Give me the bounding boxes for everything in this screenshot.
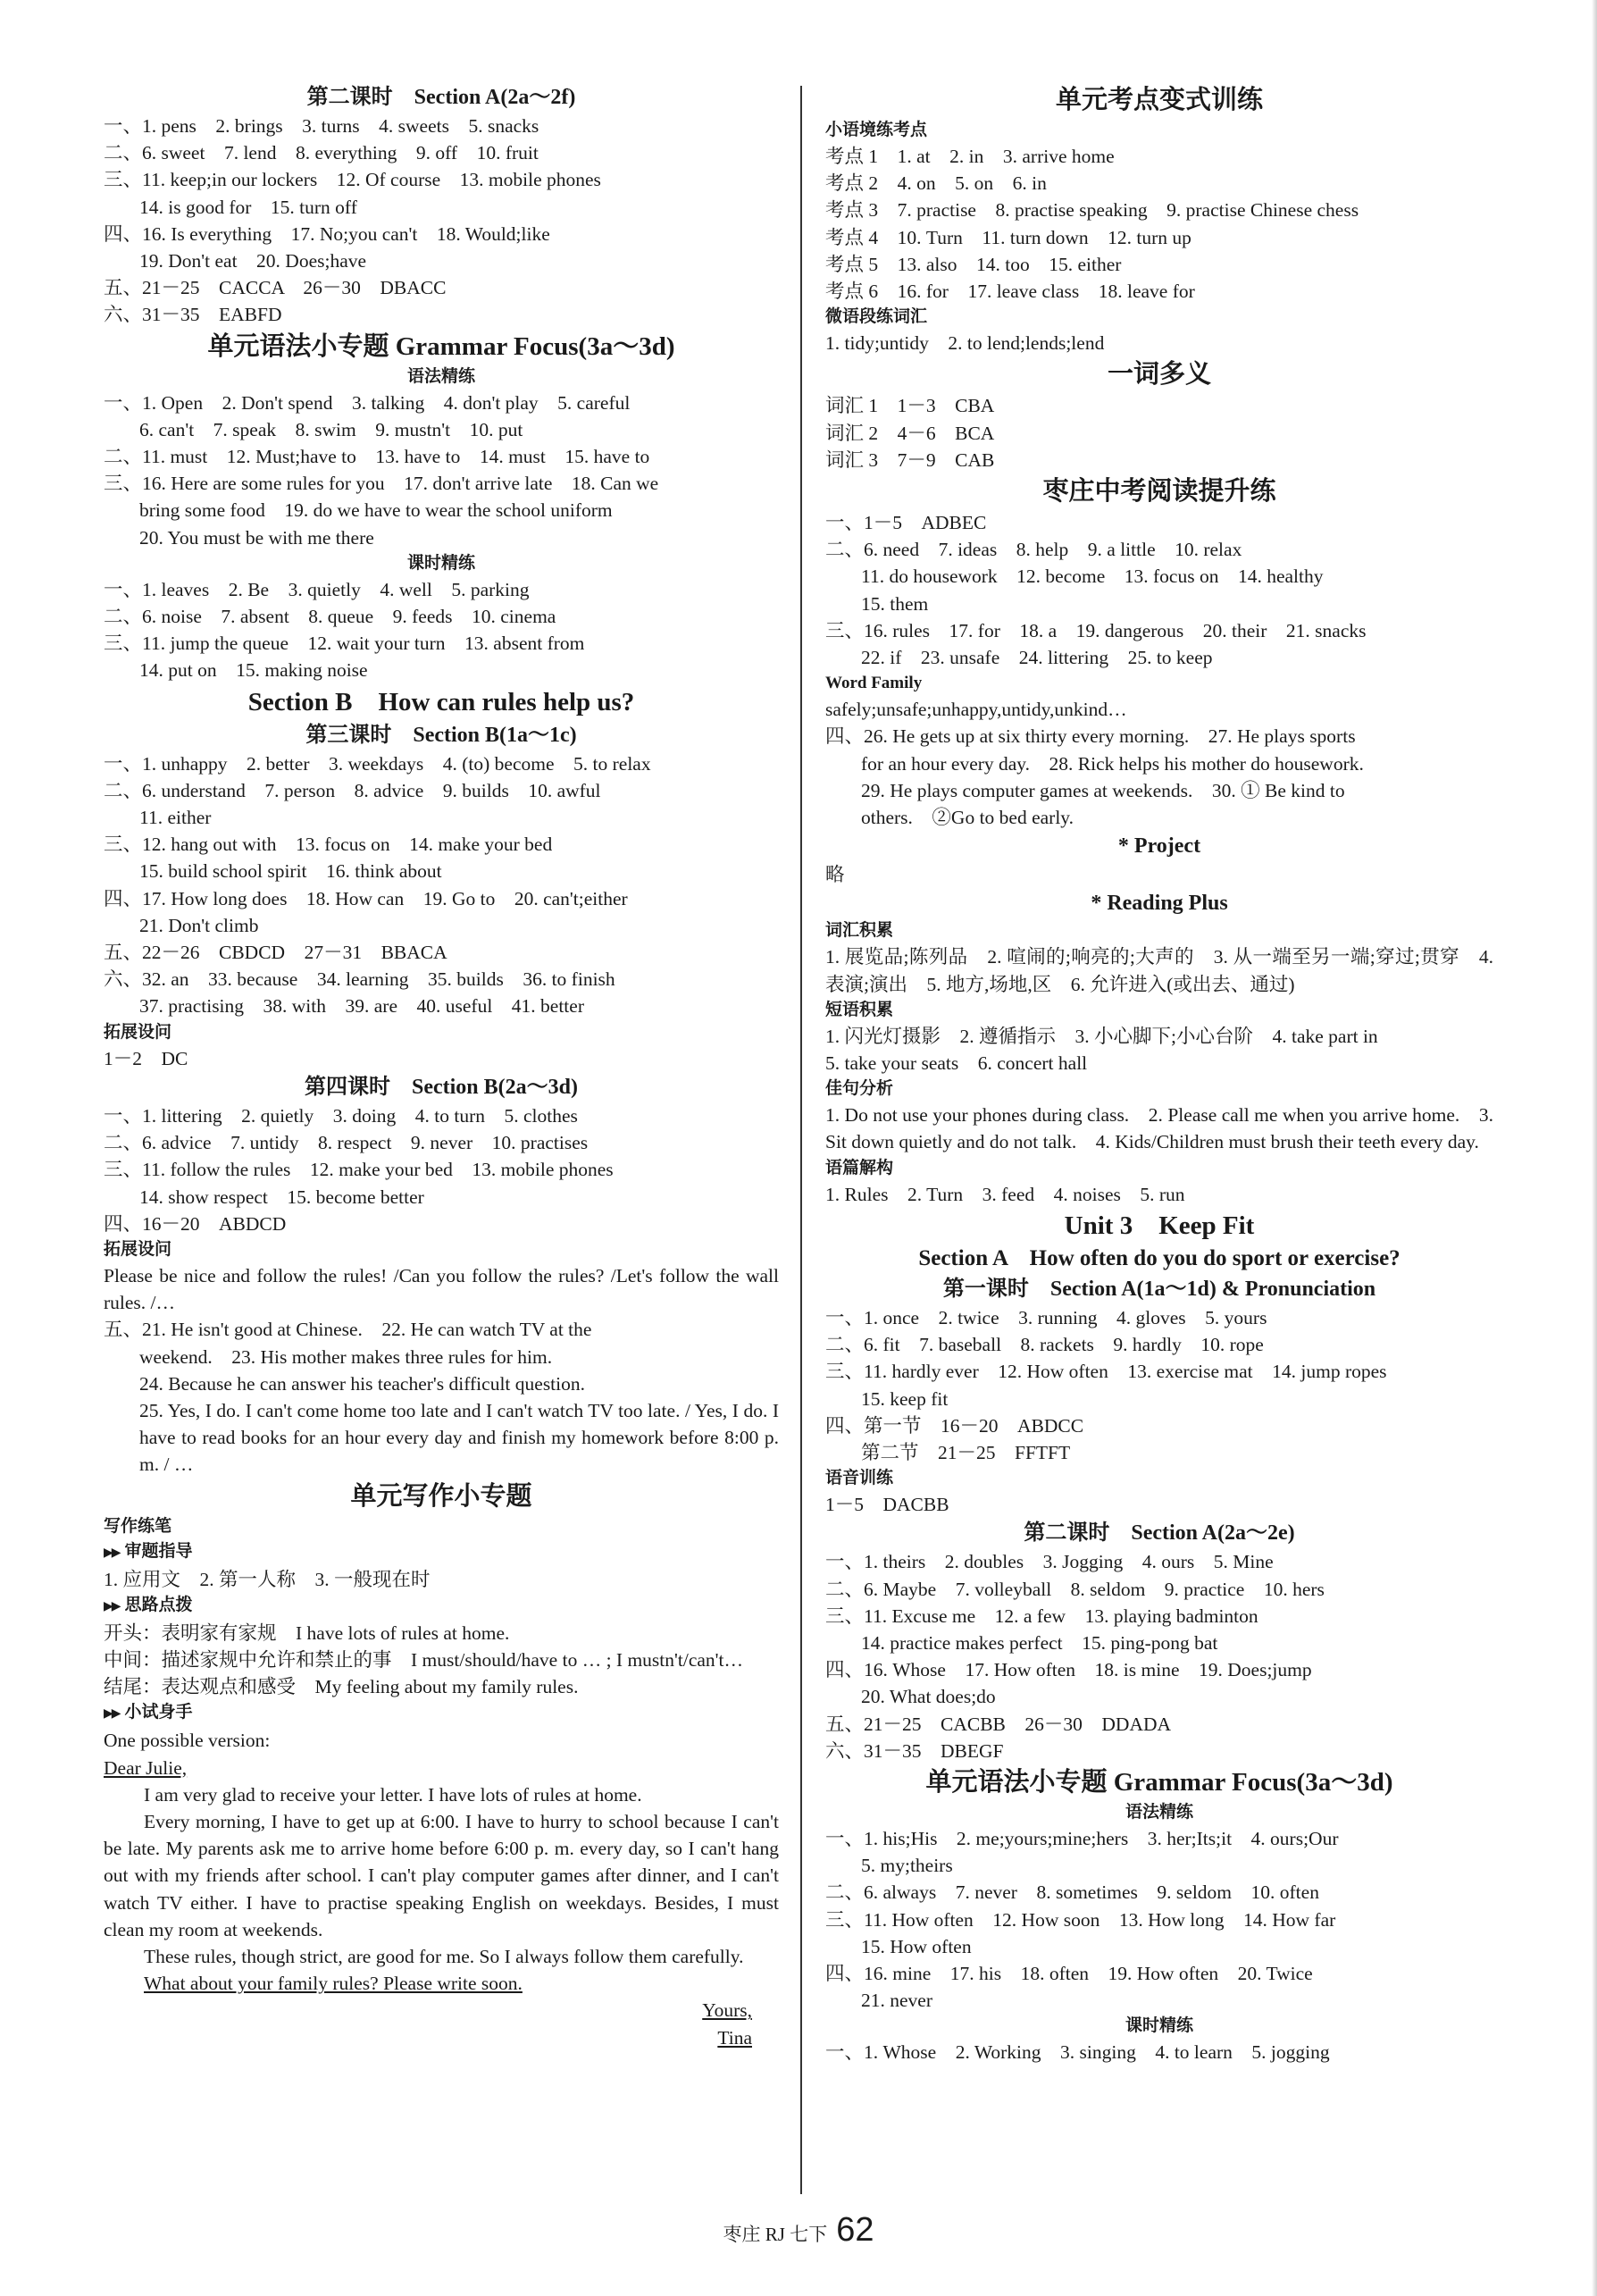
keypoint-line: 考点 6 16. for 17. leave class 18. leave for: [825, 281, 1195, 303]
answer-line: 1. 闪光灯摄影 2. 遵循指示 3. 小心脚下;小心台阶 4. take part in: [825, 1025, 1378, 1047]
answer-line: 四、16－20 ABDCD: [104, 1212, 287, 1235]
lesson-heading: 第四课时 Section B(2a～3d): [305, 1075, 578, 1099]
answer-line: 三、11. keep;in our lockers 12. Of course 13. mobile phones: [104, 169, 601, 191]
step-label: [104, 1539, 779, 1566]
answer-line: 一、1. littering 2. quietly 3. doing 4. to turn 5. clothes: [104, 1104, 578, 1127]
answer-line: 15. build school spirit 16. think about: [139, 860, 442, 883]
answer-line: 一、1. pens 2. brings 3. turns 4. sweets 5. snacks: [104, 115, 539, 137]
keypoint-line: 词汇 2 4－6 BCA: [825, 422, 995, 444]
answer-line: 1. tidy;untidy 2. to lend;lends;lend: [825, 332, 1105, 355]
answer-line: 三、11. hardly ever 12. How often 13. exercise mat 14. jump ropes: [825, 1361, 1387, 1383]
triangle-bullet-icon: ▶▶: [104, 1707, 120, 1722]
section-heading: Unit 3 Keep Fit: [1064, 1211, 1255, 1240]
page-edge-shadow: [1592, 0, 1597, 2296]
answer-line: 二、6. sweet 7. lend 8. everything 9. off 10. fruit: [104, 142, 539, 164]
answer-line: 20. You must be with me there: [139, 526, 374, 549]
answer-line: 二、6. Maybe 7. volleyball 8. seldom 9. practice 10. hers: [825, 1578, 1325, 1600]
block-label: Word Family: [825, 674, 923, 693]
answer-line: 二、6. understand 7. person 8. advice 9. builds 10. awful: [104, 779, 601, 801]
answer-line: 二、6. fit 7. baseball 8. rackets 9. hardly 10. rope: [825, 1334, 1264, 1356]
letter-paragraph: Every morning, I have to get up at 6:00. I have to hurry to school because I can't be late. My parents ask me to arrive home before 6:00 p. m. every day, so I can't hang out with my friends after school. I can't play computer games after dinner, and I can't watch TV either. I have to practise speaking English on weekdays. Besides, I must clean my room at weekends.: [104, 1810, 779, 1940]
answer-line: 19. Don't eat 20. Does;have: [139, 250, 367, 272]
answer-line: 四、17. How long does 18. How can 19. Go to 20. can't;either: [104, 887, 628, 909]
answer-line: 六、32. an 33. because 34. learning 35. builds 36. to finish: [104, 968, 615, 991]
sub-heading: 语法精练: [406, 366, 475, 386]
answer-line: others. ②Go to bed early.: [861, 807, 1074, 829]
answer-line: 5. take your seats 6. concert hall: [825, 1052, 1088, 1075]
keypoint-line: 考点 2 4. on 5. on 6. in: [825, 172, 1047, 195]
step-label-text: 审题指导: [124, 1541, 193, 1561]
answer-line: 二、6. noise 7. absent 8. queue 9. feeds 10. cinema: [104, 606, 556, 628]
page-footer: [0, 2211, 1597, 2250]
answer-line: 二、6. always 7. never 8. sometimes 9. seldom 10. often: [825, 1881, 1319, 1904]
answer-line: 五、21－25 CACBB 26－30 DDADA: [825, 1713, 1172, 1735]
answer-line: 一、1. once 2. twice 3. running 4. gloves 5. yours: [825, 1306, 1267, 1328]
section-heading: 单元考点变式训练: [1055, 86, 1263, 114]
letter-paragraph: I am very glad to receive your letter. I have lots of rules at home.: [144, 1783, 642, 1806]
sub-heading: 语法精练: [1125, 1802, 1193, 1822]
triangle-bullet-icon: ▶▶: [104, 1599, 120, 1613]
block-label: 语篇解构: [825, 1158, 894, 1177]
answer-line: 第二节 21－25 FFTFT: [861, 1441, 1071, 1463]
answer-line: 结尾：表达观点和感受 My feeling about my family rules.: [104, 1676, 579, 1698]
answer-line: 1. 应用文 2. 第一人称 3. 一般现在时: [104, 1568, 431, 1590]
answer-line: 三、16. rules 17. for 18. a 19. dangerous 20. their 21. snacks: [825, 619, 1367, 641]
section-heading: 单元写作小专题: [350, 1481, 532, 1511]
answer-line: 六、31－35 DBEGF: [825, 1739, 1004, 1762]
paragraph: Please be nice and follow the rules! /Can you follow the rules? /Let's follow the wall rules. /…: [104, 1264, 779, 1314]
answer-line: 三、12. hang out with 13. focus on 14. make your bed: [104, 834, 553, 856]
sub-heading: 课时精练: [1125, 2016, 1193, 2036]
letter-salutation: [104, 1755, 779, 1781]
answer-line: 三、11. jump the queue 12. wait your turn 13. absent from: [104, 633, 585, 655]
block-label: 拓展设问: [104, 1239, 172, 1259]
answer-line: 一、1. unhappy 2. better 3. weekdays 4. (to) become 5. to relax: [104, 752, 651, 775]
answer-line: 11. do housework 12. become 13. focus on 14. healthy: [861, 566, 1324, 588]
block-label: 小语境练考点: [825, 121, 928, 139]
answer-line: 1－2 DC: [104, 1047, 188, 1069]
step-label-text: 思路点拨: [124, 1595, 193, 1614]
signoff-text: Yours,: [702, 1999, 752, 2022]
paragraph: 25. Yes, I do. I can't come home too late and I can't watch TV too late. / Yes, I do. I have to read books for an hour every day and finish my homework before 8:00 p. m. / …: [139, 1399, 779, 1476]
block-label: 词汇积累: [825, 921, 894, 941]
answer-line: 四、16. mine 17. his 18. often 19. How often 20. Twice: [825, 1962, 1313, 1984]
answer-line: 20. What does;do: [861, 1686, 996, 1708]
letter-paragraph: [104, 1970, 779, 1997]
answer-line: 开头：表明家有家规 I have lots of rules at home.: [104, 1621, 510, 1644]
section-heading: 单元语法小专题 Grammar Focus(3a～3d): [207, 331, 675, 361]
answer-line: 14. put on 15. making noise: [139, 659, 368, 682]
signoff-text: Tina: [717, 2026, 752, 2049]
answer-line: weekend. 23. His mother makes three rules for him.: [139, 1345, 553, 1368]
underlined-text: Dear Julie,: [104, 1756, 188, 1779]
keypoint-line: 考点 1 1. at 2. in 3. arrive home: [825, 146, 1115, 167]
answer-line: 六、31－35 EABFD: [104, 304, 282, 326]
paragraph: 中间：描述家规中允许和禁止的事 I must/should/have to … ; I mustn't/can't…: [104, 1648, 744, 1671]
lesson-heading: * Project: [1117, 834, 1201, 859]
section-heading: 枣庄中考阅读提升练: [1042, 477, 1276, 507]
answer-line: 四、16. Whose 17. How often 18. is mine 19. Does;jump: [825, 1659, 1312, 1681]
keypoint-line: 考点 3 7. practise 8. practise speaking 9. practise Chinese chess: [825, 199, 1359, 222]
answer-line: 21. never: [861, 1990, 932, 2012]
answer-line: 五、21. He isn't good at Chinese. 22. He can watch TV at the: [104, 1319, 592, 1341]
answer-line: 三、11. follow the rules 12. make your bed 13. mobile phones: [104, 1159, 614, 1181]
answer-line: 5. my;theirs: [861, 1855, 953, 1877]
step-label: [104, 1593, 779, 1620]
answer-line: 五、21－25 CACCA 26－30 DBACC: [104, 277, 447, 299]
lesson-heading: * Reading Plus: [1091, 892, 1228, 916]
keypoint-line: 考点 5 13. also 14. too 15. either: [825, 253, 1122, 275]
answer-line: 三、11. Excuse me 12. a few 13. playing badminton: [825, 1605, 1258, 1627]
answer-line: 1. Rules 2. Turn 3. feed 4. noises 5. run: [825, 1183, 1185, 1205]
triangle-bullet-icon: ▶▶: [104, 1546, 120, 1560]
answer-line: 一、1－5 ADBEC: [825, 512, 987, 534]
step-label-text: 小试身手: [124, 1703, 193, 1722]
answer-line: One possible version:: [104, 1730, 271, 1752]
answer-line: 四、26. He gets up at six thirty every morning. 27. He plays sports: [825, 725, 1356, 748]
keypoint-line: 考点 4 10. Turn 11. turn down 12. turn up: [825, 226, 1191, 248]
answer-line: 略: [825, 864, 845, 886]
underlined-text: What about your family rules? Please write soon.: [144, 1973, 523, 1995]
block-label: 佳句分析: [825, 1079, 894, 1099]
answer-line: 11. either: [139, 807, 212, 829]
answer-line: 6. can't 7. speak 8. swim 9. mustn't 10. put: [139, 418, 523, 440]
answer-line: 二、6. need 7. ideas 8. help 9. a little 10. relax: [825, 539, 1242, 561]
block-label: 语音训练: [825, 1469, 894, 1488]
answer-line: 14. show respect 15. become better: [139, 1186, 424, 1208]
answer-line: 21. Don't climb: [139, 914, 259, 936]
answer-line: 三、11. How often 12. How soon 13. How long 14. How far: [825, 1908, 1336, 1931]
column-divider: [800, 86, 802, 2194]
section-heading: Section B How can rules help us?: [247, 687, 635, 716]
answer-line: 15. How often: [861, 1935, 972, 1957]
paragraph: 1. 展览品;陈列品 2. 喧闹的;响亮的;大声的 3. 从一端至另一端;穿过;贯穿 4. 表演;演出 5. 地方,场地,区 6. 允许进入(或出去、通过): [825, 946, 1493, 995]
answer-line: 15. keep fit: [861, 1387, 949, 1410]
answer-line: 三、16. Here are some rules for you 17. don't arrive late 18. Can we: [104, 473, 659, 495]
answer-line: 37. practising 38. with 39. are 40. useful 41. better: [139, 995, 584, 1018]
paragraph: 1. Do not use your phones during class. 2. Please call me when you arrive home. 3. Sit down quietly and do not talk. 4. Kids/Children must brush their teeth every day.: [825, 1104, 1493, 1153]
right-column: [825, 82, 1493, 2066]
section-heading: Section A How often do you do sport or exercise?: [918, 1245, 1401, 1270]
answer-line: safely;unsafe;unhappy,untidy,unkind…: [825, 699, 1127, 721]
answer-line: 29. He plays computer games at weekends. 30. ① Be kind to: [861, 779, 1345, 801]
answer-line: for an hour every day. 28. Rick helps his mother do housework.: [861, 752, 1364, 775]
letter-signoff: [104, 2024, 779, 2051]
answer-line: 15. them: [861, 592, 929, 615]
page-number: 62: [836, 2211, 874, 2249]
answer-line: 一、1. his;His 2. me;yours;mine;hers 3. her;Its;it 4. ours;Our: [825, 1827, 1339, 1849]
answer-line: 四、16. Is everything 17. No;you can't 18. Would;like: [104, 222, 550, 245]
answer-line: 22. if 23. unsafe 24. littering 25. to keep: [861, 647, 1213, 669]
answer-line: 1－5 DACBB: [825, 1494, 949, 1516]
answer-line: bring some food 19. do we have to wear the school uniform: [139, 499, 613, 522]
block-label: 短语积累: [825, 1000, 894, 1019]
keypoint-line: 词汇 3 7－9 CAB: [825, 448, 995, 471]
answer-line: 14. is good for 15. turn off: [139, 196, 357, 218]
block-label: 微语段练词汇: [825, 307, 928, 327]
answer-line: 二、6. advice 7. untidy 8. respect 9. never 10. practises: [104, 1132, 589, 1154]
answer-line: 14. practice makes perfect 15. ping-pong bat: [861, 1631, 1218, 1654]
answer-line: 一、1. theirs 2. doubles 3. Jogging 4. ours 5. Mine: [825, 1551, 1274, 1573]
lesson-heading: 第二课时 Section A(2a～2f): [306, 86, 576, 109]
answer-line: 24. Because he can answer his teacher's difficult question.: [139, 1372, 586, 1395]
lesson-heading: 第三课时 Section B(1a～1c): [305, 723, 577, 747]
lesson-heading: 第二课时 Section A(2a～2e): [1024, 1521, 1295, 1546]
section-heading: 一词多义: [1107, 360, 1211, 390]
answer-line: 一、1. Open 2. Don't spend 3. talking 4. don't play 5. careful: [104, 391, 631, 414]
block-label: 写作练笔: [104, 1516, 172, 1536]
step-label: [104, 1700, 779, 1727]
left-column: [104, 82, 779, 2051]
block-label: 拓展设问: [104, 1022, 172, 1042]
answer-line: 二、11. must 12. Must;have to 13. have to 14. must 15. have to: [104, 446, 650, 468]
lesson-heading: 第一课时 Section A(1a～1d) & Pronunciation: [942, 1277, 1376, 1301]
keypoint-line: 词汇 1 1－3 CBA: [825, 395, 995, 417]
letter-paragraph: These rules, though strict, are good for me. So I always follow them carefully.: [144, 1945, 744, 1967]
footer-label: 枣庄 RJ 七下: [723, 2224, 828, 2245]
answer-line: 一、1. Whose 2. Working 3. singing 4. to learn 5. jogging: [825, 2041, 1330, 2064]
letter-signoff: [104, 1997, 779, 2024]
answer-line: 五、22－26 CBDCD 27－31 BBACA: [104, 942, 447, 964]
section-heading: 单元语法小专题 Grammar Focus(3a～3d): [925, 1767, 1393, 1797]
answer-line: 一、1. leaves 2. Be 3. quietly 4. well 5. parking: [104, 578, 530, 600]
sub-heading: 课时精练: [406, 553, 475, 573]
answer-line: 四、第一节 16－20 ABDCC: [825, 1414, 1084, 1437]
